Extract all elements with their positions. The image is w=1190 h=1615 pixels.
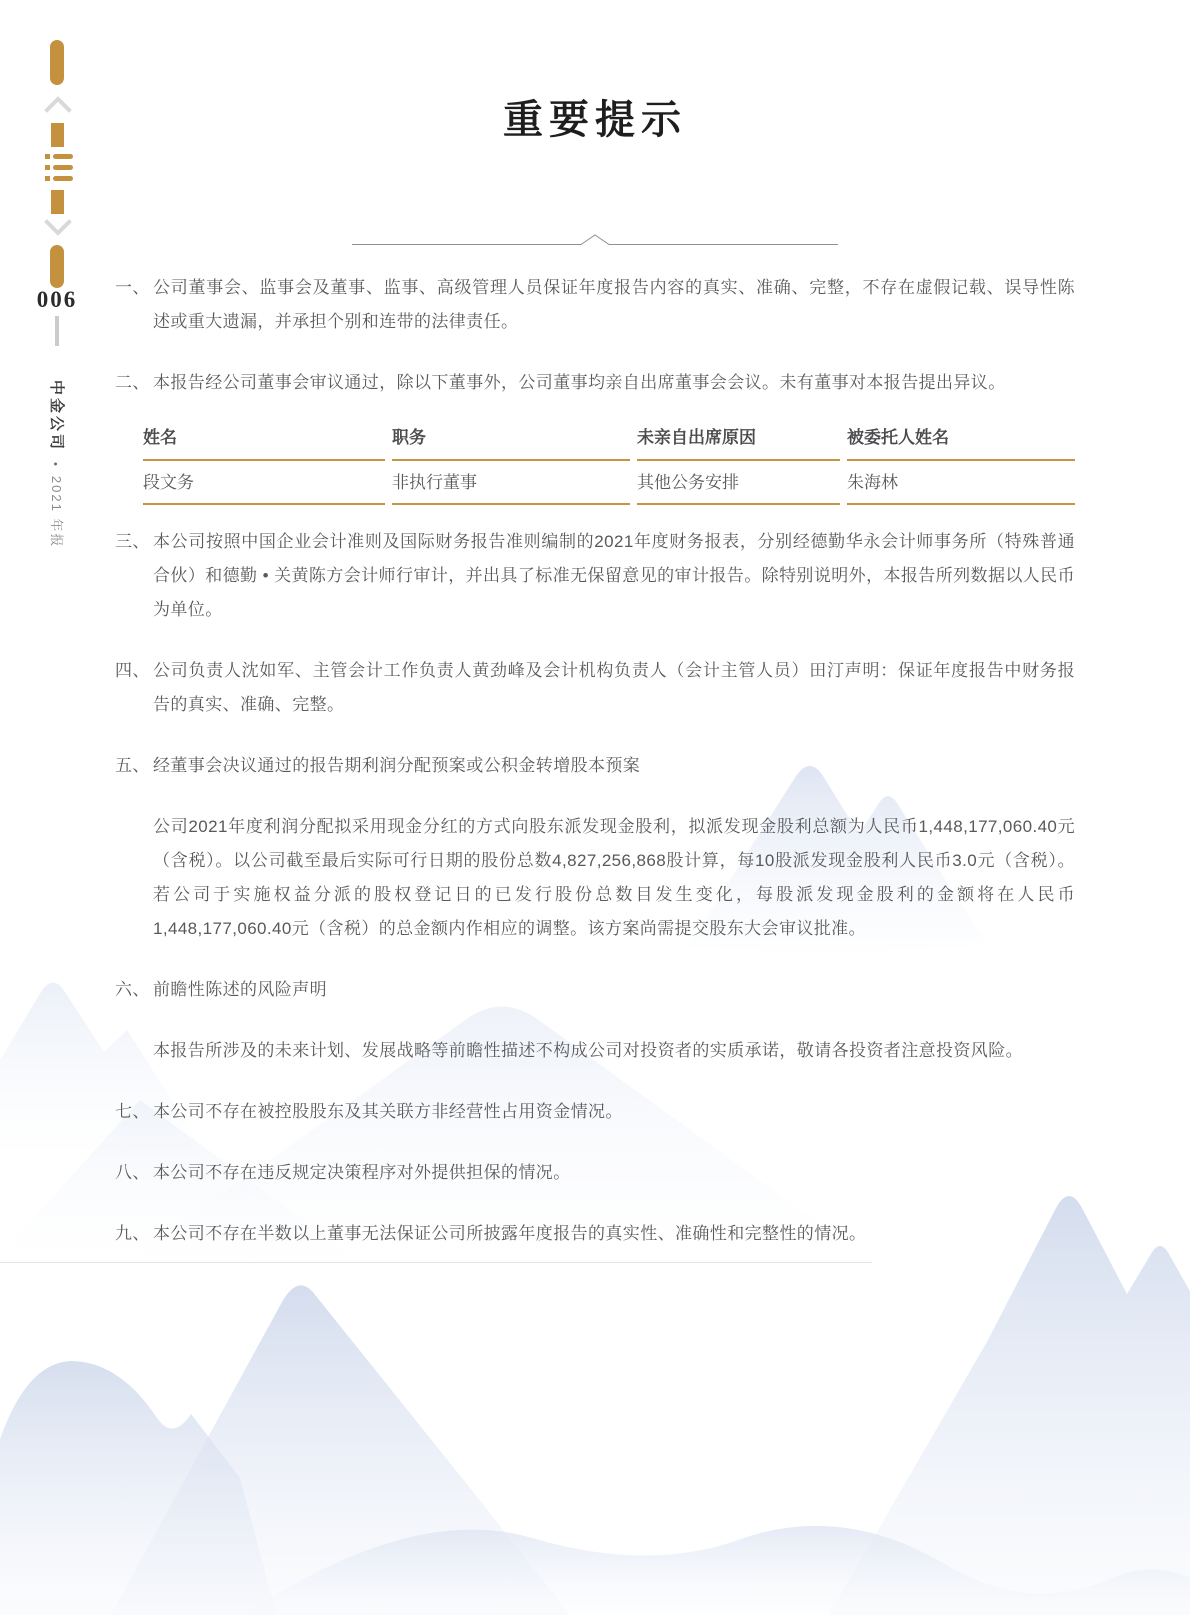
toc-icon <box>45 152 73 184</box>
rail-divider <box>55 316 59 346</box>
notice-item <box>115 1156 1075 1190</box>
page-title: 重要提示 <box>503 97 687 142</box>
table-cell: 其他公务安排 <box>637 461 840 505</box>
notice-body-text: 公司2021年度利润分配拟采用现金分红的方式向股东派发现金股利，拟派发现金股利总额为人民币1,448,177,060.40元（含税）。以公司截至最后实际可行日期的股份总数4,827,256,868股计算，每10股派发现金股利人民币3.0元（含税）。若公司于实施权益分派的股权登记日的已发行股份总数目发生变化，每股派发现金股利的金额将在人民币1,448,177,060.40元（含税）的总金额内作相应的调整。该方案尚需提交股东大会审议批准。 <box>153 817 1075 938</box>
notice-item <box>115 525 1075 627</box>
notice-number: 三、 <box>115 532 150 551</box>
notice-number: 六、 <box>115 980 150 999</box>
chevron-down-icon <box>44 219 72 237</box>
bookmark-block-icon <box>51 190 64 214</box>
table-header-cell: 职务 <box>392 427 630 461</box>
notice-text: 公司董事会、监事会及董事、监事、高级管理人员保证年度报告内容的真实、准确、完整，不存在虚假记载、误导性陈述或重大遗漏，并承担个别和连带的法律责任。 <box>153 278 1075 331</box>
notice-text: 本公司不存在违反规定决策程序对外提供担保的情况。 <box>153 1163 571 1182</box>
notice-text: 经董事会决议通过的报告期利润分配预案或公积金转增股本预案 <box>153 756 641 775</box>
notice-text: 本公司按照中国企业会计准则及国际财务报告准则编制的2021年度财务报表，分别经德勤华永会计师事务所（特殊普通合伙）和德勤 • 关黄陈方会计师行审计，并出具了标准无保留意见的审计报告。除特别说明外，本报告所列数据以人民币为单位。 <box>153 532 1075 619</box>
notice-text: 公司负责人沈如军、主管会计工作负责人黄劲峰及会计机构负责人（会计主管人员）田汀声明：保证年度报告中财务报告的真实、准确、完整。 <box>153 661 1075 714</box>
notice-number: 八、 <box>115 1163 150 1182</box>
notice-number: 一、 <box>115 278 150 297</box>
notice-item <box>115 1217 1075 1251</box>
notice-number: 四、 <box>115 661 150 680</box>
notice-item <box>115 271 1075 339</box>
table-cell: 非执行董事 <box>392 461 630 505</box>
table-header-cell: 未亲自出席原因 <box>637 427 840 461</box>
notice-text: 本公司不存在被控股股东及其关联方非经营性占用资金情况。 <box>153 1102 623 1121</box>
table-row <box>143 461 1075 505</box>
directors-table <box>143 427 1075 505</box>
notice-number: 五、 <box>115 756 150 775</box>
page-content <box>115 0 1075 1278</box>
notice-number: 二、 <box>115 373 150 392</box>
notice-item <box>115 973 1075 1007</box>
notice-item <box>115 1095 1075 1129</box>
brand-name: 中金公司 <box>48 380 65 453</box>
notice-body-text: 本报告所涉及的未来计划、发展战略等前瞻性描述不构成公司对投资者的实质承诺，敬请各投资者注意投资风险。 <box>153 1041 1023 1060</box>
rail-bottom-bar <box>50 245 64 288</box>
table-header-row <box>143 427 1075 461</box>
notice-item <box>115 654 1075 722</box>
table-cell: 段文务 <box>143 461 385 505</box>
notice-number: 七、 <box>115 1102 150 1121</box>
chevron-up-icon <box>44 95 72 113</box>
brand-separator: • <box>49 462 61 466</box>
rail-top-bar <box>50 40 64 85</box>
table-header-cell: 被委托人姓名 <box>847 427 1075 461</box>
title-divider <box>352 232 838 246</box>
notice-number: 九、 <box>115 1224 150 1243</box>
notice-text: 本公司不存在半数以上董事无法保证公司所披露年度报告的真实性、准确性和完整性的情况。 <box>153 1224 867 1243</box>
bookmark-block-icon <box>51 123 64 147</box>
notice-text: 前瞻性陈述的风险声明 <box>153 980 327 999</box>
brand-edition: 2021 年报 <box>49 475 64 549</box>
left-rail <box>0 0 100 1615</box>
notice-item <box>115 366 1075 400</box>
notice-item <box>115 749 1075 783</box>
notice-text: 本报告经公司董事会审议通过，除以下董事外，公司董事均亲自出席董事会会议。未有董事对本报告提出异议。 <box>153 373 1006 392</box>
table-cell: 朱海林 <box>847 461 1075 505</box>
vertical-brand <box>47 380 68 548</box>
table-header-cell: 姓名 <box>143 427 385 461</box>
page-number: 006 <box>36 287 78 312</box>
